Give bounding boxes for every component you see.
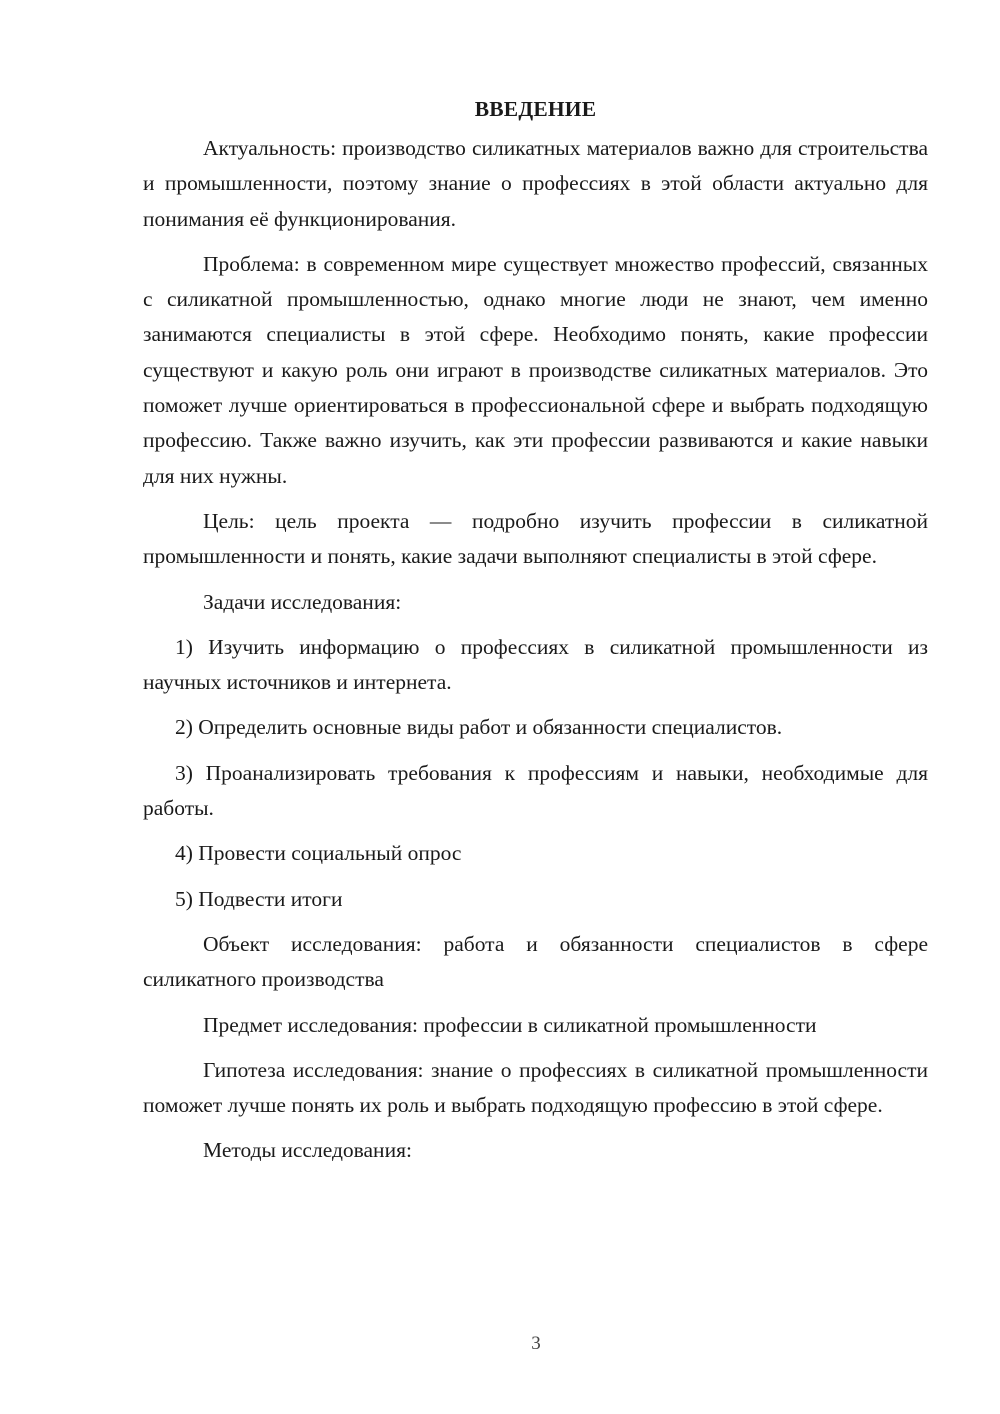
page-number: 3	[531, 1333, 541, 1354]
task-item-3: 3) Проанализировать требования к профессиям и навыки, необходимые для работы.	[143, 760, 928, 821]
task-item-4: 4) Провести социальный опрос	[175, 841, 462, 866]
task-item-2: 2) Определить основные виды работ и обязанности специалистов.	[175, 715, 783, 740]
page-content	[143, 92, 928, 1179]
relevance-paragraph: Актуальность: производство силикатных материалов важно для строительства и промышленности, поэтому знание о профессиях в этой области актуально для понимания её функционирования.	[143, 136, 928, 231]
task-item-5: 5) Подвести итоги	[175, 886, 343, 911]
object-paragraph: Объект исследования: работа и обязанности специалистов в сфере силикатного производства	[143, 931, 928, 992]
tasks-heading: Задачи исследования:	[203, 589, 402, 614]
problem-paragraph: Проблема: в современном мире существует множество профессий, связанных с силикатной промышленностью, однако многие люди не знают, чем именно занимаются специалисты в этой сфере. Необходимо понять, какие профессии существуют и какую роль они играют в производстве силикатных материалов. Это поможет лучше ориентироваться в профессиональной сфере и выбрать подходящую профессию. Также важно изучить, как эти профессии развиваются и какие навыки для них нужны.	[143, 251, 928, 488]
hypothesis-paragraph: Гипотеза исследования: знание о профессиях в силикатной промышленности поможет лучше понять их роль и выбрать подходящую профессию в этой сфере.	[143, 1057, 928, 1118]
subject-paragraph: Предмет исследования: профессии в силикатной промышленности	[203, 1012, 817, 1037]
goal-paragraph: Цель: цель проекта — подробно изучить профессии в силикатной промышленности и понять, какие задачи выполняют специалисты в этой сфере.	[143, 508, 928, 569]
section-title: ВВЕДЕНИЕ	[474, 97, 597, 121]
task-item-1: 1) Изучить информацию о профессиях в силикатной промышленности из научных источников и интернета.	[143, 634, 928, 695]
methods-heading: Методы исследования:	[203, 1138, 412, 1163]
